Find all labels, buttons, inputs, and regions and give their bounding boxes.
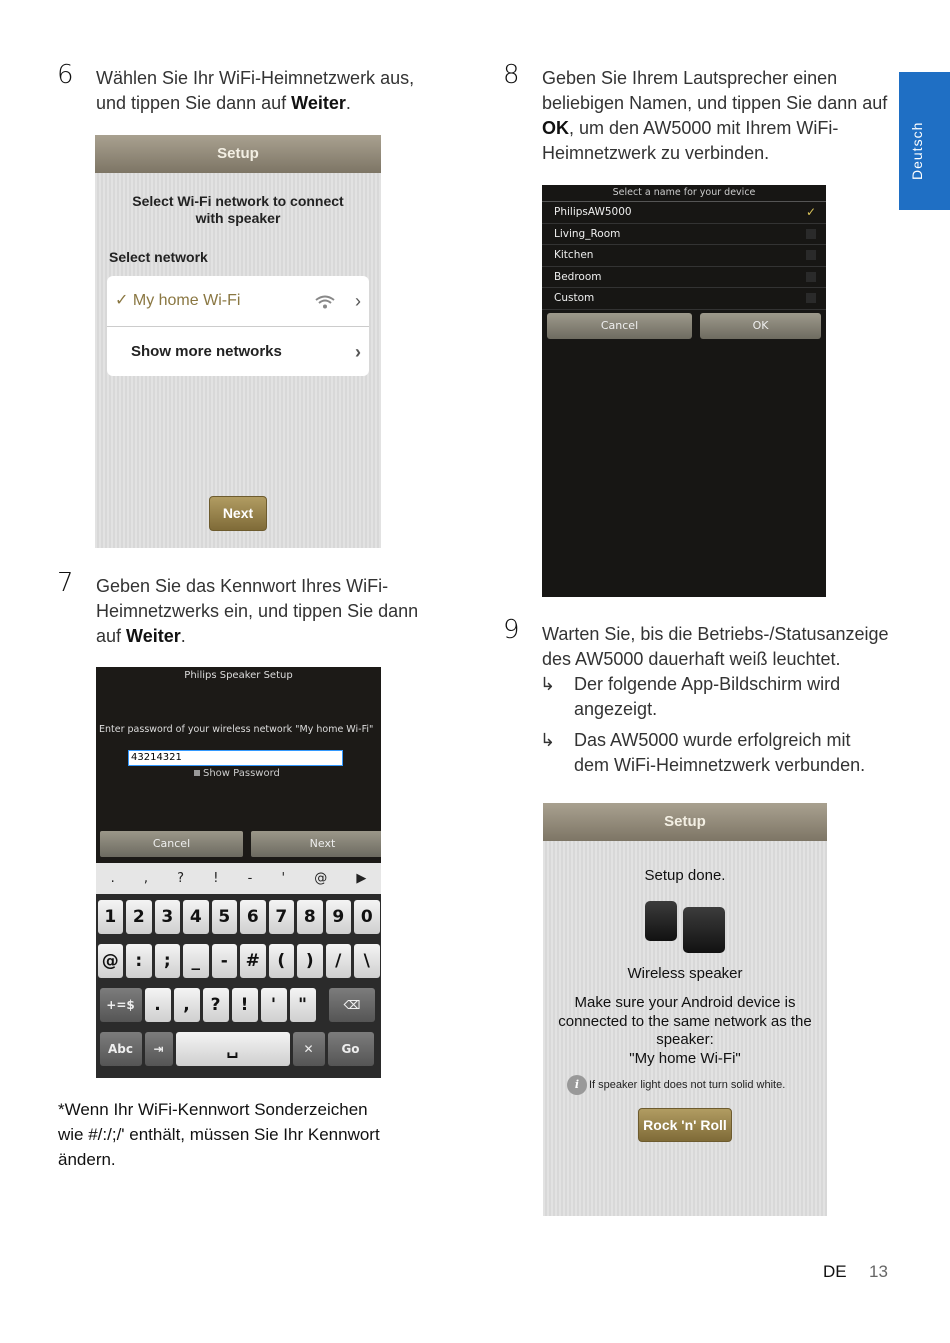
key[interactable]: : [126,944,152,978]
bullet2-line1: Das AW5000 wurde erfolgreich mit [574,730,851,750]
key[interactable]: 7 [269,900,295,934]
keyboard-row-symbols [96,944,381,978]
heading-line1: Select Wi-Fi network to connect [132,193,344,209]
footnote-line3: ändern. [58,1150,116,1169]
key[interactable]: / [326,944,352,978]
cancel-button[interactable]: Cancel [100,831,243,857]
step-6-end: . [345,93,351,113]
name-option-label: Custom [554,292,595,304]
info-link[interactable] [567,1075,823,1095]
key[interactable]: 3 [155,900,181,934]
speaker-icon [683,907,725,953]
key[interactable]: 2 [126,900,152,934]
key[interactable]: - [212,944,238,978]
go-key[interactable]: Go [328,1032,374,1066]
step-9-text [542,622,902,672]
keyboard-row-punct [96,988,381,1022]
key[interactable]: ; [155,944,181,978]
step-6-number: 6 [57,60,74,90]
password-prompt: Enter password of your wireless network "My home Wi-Fi" [99,724,374,735]
key[interactable]: 5 [212,900,238,934]
message-line2: connected to the same network as the [558,1012,812,1030]
check-icon: ✓ [806,205,817,219]
network-item-home[interactable] [107,276,369,326]
footnote-line2: wie #/:/;/' enthält, müssen Sie Ihr Kennwort [58,1125,380,1144]
name-option[interactable] [542,288,826,310]
speaker-icon [645,901,677,941]
next-button[interactable]: Next [209,496,267,531]
step-9-bullet1 [574,672,894,722]
device-label: Wireless speaker [627,965,743,982]
rock-n-roll-button[interactable]: Rock 'n' Roll [638,1108,732,1142]
heading-line2: with speaker [195,210,281,226]
network-list [107,276,369,376]
backspace-key[interactable]: ⌫ [329,988,375,1022]
play-icon[interactable]: ▶ [356,871,367,886]
arrow-icon: ↳ [540,730,556,750]
step-8-text [542,66,892,166]
key[interactable]: " [290,988,316,1022]
key[interactable]: ? [177,871,185,886]
step-9-line1: Warten Sie, bis die Betriebs-/Statusanzeige [542,624,889,644]
language-tab [899,72,950,210]
step-6-bold: Weiter [291,93,346,113]
abc-key[interactable]: Abc [100,1032,142,1066]
show-password-checkbox[interactable] [194,768,280,779]
key[interactable]: . [145,988,171,1022]
bullet1-line2: angezeigt. [574,699,658,719]
screenshot-select-network [95,135,381,548]
setup-title-bar: Setup [543,803,827,841]
bullet2-line2: dem WiFi-Heimnetzwerk verbunden. [574,755,866,775]
key[interactable]: 4 [183,900,209,934]
key[interactable]: +=$ [100,988,142,1022]
key[interactable]: ' [261,988,287,1022]
tools-key[interactable]: ✕ [293,1032,325,1066]
step-6-line2: und tippen Sie dann auf [96,93,292,113]
name-option-label: PhilipsAW5000 [554,206,632,218]
cancel-button[interactable]: Cancel [547,313,692,339]
key[interactable]: ! [232,988,258,1022]
ok-button[interactable]: OK [700,313,821,339]
checkbox[interactable] [806,250,816,260]
key[interactable]: - [247,871,253,886]
name-option-label: Kitchen [554,249,594,261]
step-9-bullet2 [574,728,894,778]
network-name: My home Wi-Fi [132,292,241,309]
arrow-icon: ↳ [540,674,556,694]
key[interactable]: , [143,871,149,886]
key[interactable]: ( [269,944,295,978]
step-9-line2: des AW5000 dauerhaft weiß leuchtet. [542,649,841,669]
key[interactable]: \ [354,944,380,978]
step-8-bold: OK [542,118,569,138]
message-line3: speaker: [656,1031,714,1048]
key[interactable]: @ [98,944,124,978]
chevron-right-icon: › [355,291,361,311]
step-7-end: . [180,626,186,646]
next-button[interactable]: Next [251,831,381,857]
select-network-label: Select network [109,249,208,265]
chevron-right-icon: › [355,342,361,362]
page-language: DE [823,1262,847,1281]
step-8-number: 8 [503,60,520,90]
onscreen-keyboard [96,863,381,1078]
space-key[interactable]: ␣ [176,1032,290,1066]
step-6-line1: Wählen Sie Ihr WiFi-Heimnetzwerk aus, [96,68,415,88]
language-tab-label: Deutsch [909,121,925,180]
name-option[interactable] [542,245,826,267]
name-option-label: Bedroom [554,270,602,283]
step-7-line2: Heimnetzwerks ein, und tippen Sie dann [96,601,419,621]
page-number: 13 [869,1262,888,1281]
step-7-line3: auf [96,626,127,646]
key[interactable]: ? [203,988,229,1022]
wifi-icon [315,276,335,326]
screenshot-device-name [542,185,826,597]
setup-title-bar: Setup [95,135,381,173]
message-line4: "My home Wi-Fi" [629,1049,741,1067]
name-option[interactable] [542,202,826,224]
step-8-line3: , um den AW5000 mit Ihrem WiFi- [569,118,839,138]
key[interactable]: 8 [297,900,323,934]
keyboard-row-bottom [96,1032,381,1066]
key[interactable]: 0 [354,900,380,934]
key[interactable]: # [240,944,266,978]
step-7-line1: Geben Sie das Kennwort Ihres WiFi- [96,576,389,596]
step-7-text [96,574,446,649]
screenshot-setup-done [543,803,827,1216]
key[interactable]: @ [314,871,328,886]
step-9-number: 9 [503,615,520,645]
step-7-bold: Weiter [126,626,181,646]
footnote-line1: *Wenn Ihr WiFi-Kennwort Sonderzeichen [58,1100,368,1119]
key[interactable]: ! [213,871,219,886]
checkbox[interactable] [806,272,816,282]
step-6-text [96,66,436,116]
step-8-line2: beliebigen Namen, und tippen Sie dann auf [542,93,888,113]
name-option[interactable] [542,224,826,246]
key[interactable]: ' [281,871,286,886]
key[interactable]: . [110,871,115,886]
info-icon: i [567,1075,587,1095]
bullet1-line1: Der folgende App-Bildschirm wird [574,674,841,694]
tab-key[interactable]: ⇥ [145,1032,173,1066]
info-text: If speaker light does not turn solid white. [589,1078,786,1091]
device-name-title: Select a name for your device [542,185,826,202]
message-line1: Make sure your Android device is [574,994,796,1011]
setup-title: Philips Speaker Setup [184,670,293,681]
key[interactable]: 6 [240,900,266,934]
step-8-line1: Geben Sie Ihrem Lautsprecher einen [542,68,838,88]
key[interactable]: , [174,988,200,1022]
key[interactable]: ) [297,944,323,978]
select-wifi-heading [95,193,381,227]
keyboard-row-digits [96,900,381,934]
key[interactable]: _ [183,944,209,978]
show-more-networks-item[interactable] [107,326,369,376]
show-more-networks-label: Show more networks [131,343,282,360]
step-7-number: 7 [57,568,74,598]
name-option-label: Living_Room [554,227,621,240]
checkbox[interactable] [806,229,816,239]
suggestion-bar [96,863,381,894]
step-8-line4: Heimnetzwerk zu verbinden. [542,143,770,163]
password-input[interactable]: 43214321 [128,750,343,766]
checkbox[interactable] [806,293,816,303]
name-option[interactable] [542,267,826,289]
screenshot-enter-password [96,667,381,1078]
check-icon: ✓ [115,292,129,309]
footnote [58,1097,428,1172]
setup-done-text: Setup done. [644,867,726,884]
key[interactable]: 9 [326,900,352,934]
key[interactable]: 1 [98,900,124,934]
show-password-label: Show Password [203,768,280,779]
network-message [543,994,827,1068]
